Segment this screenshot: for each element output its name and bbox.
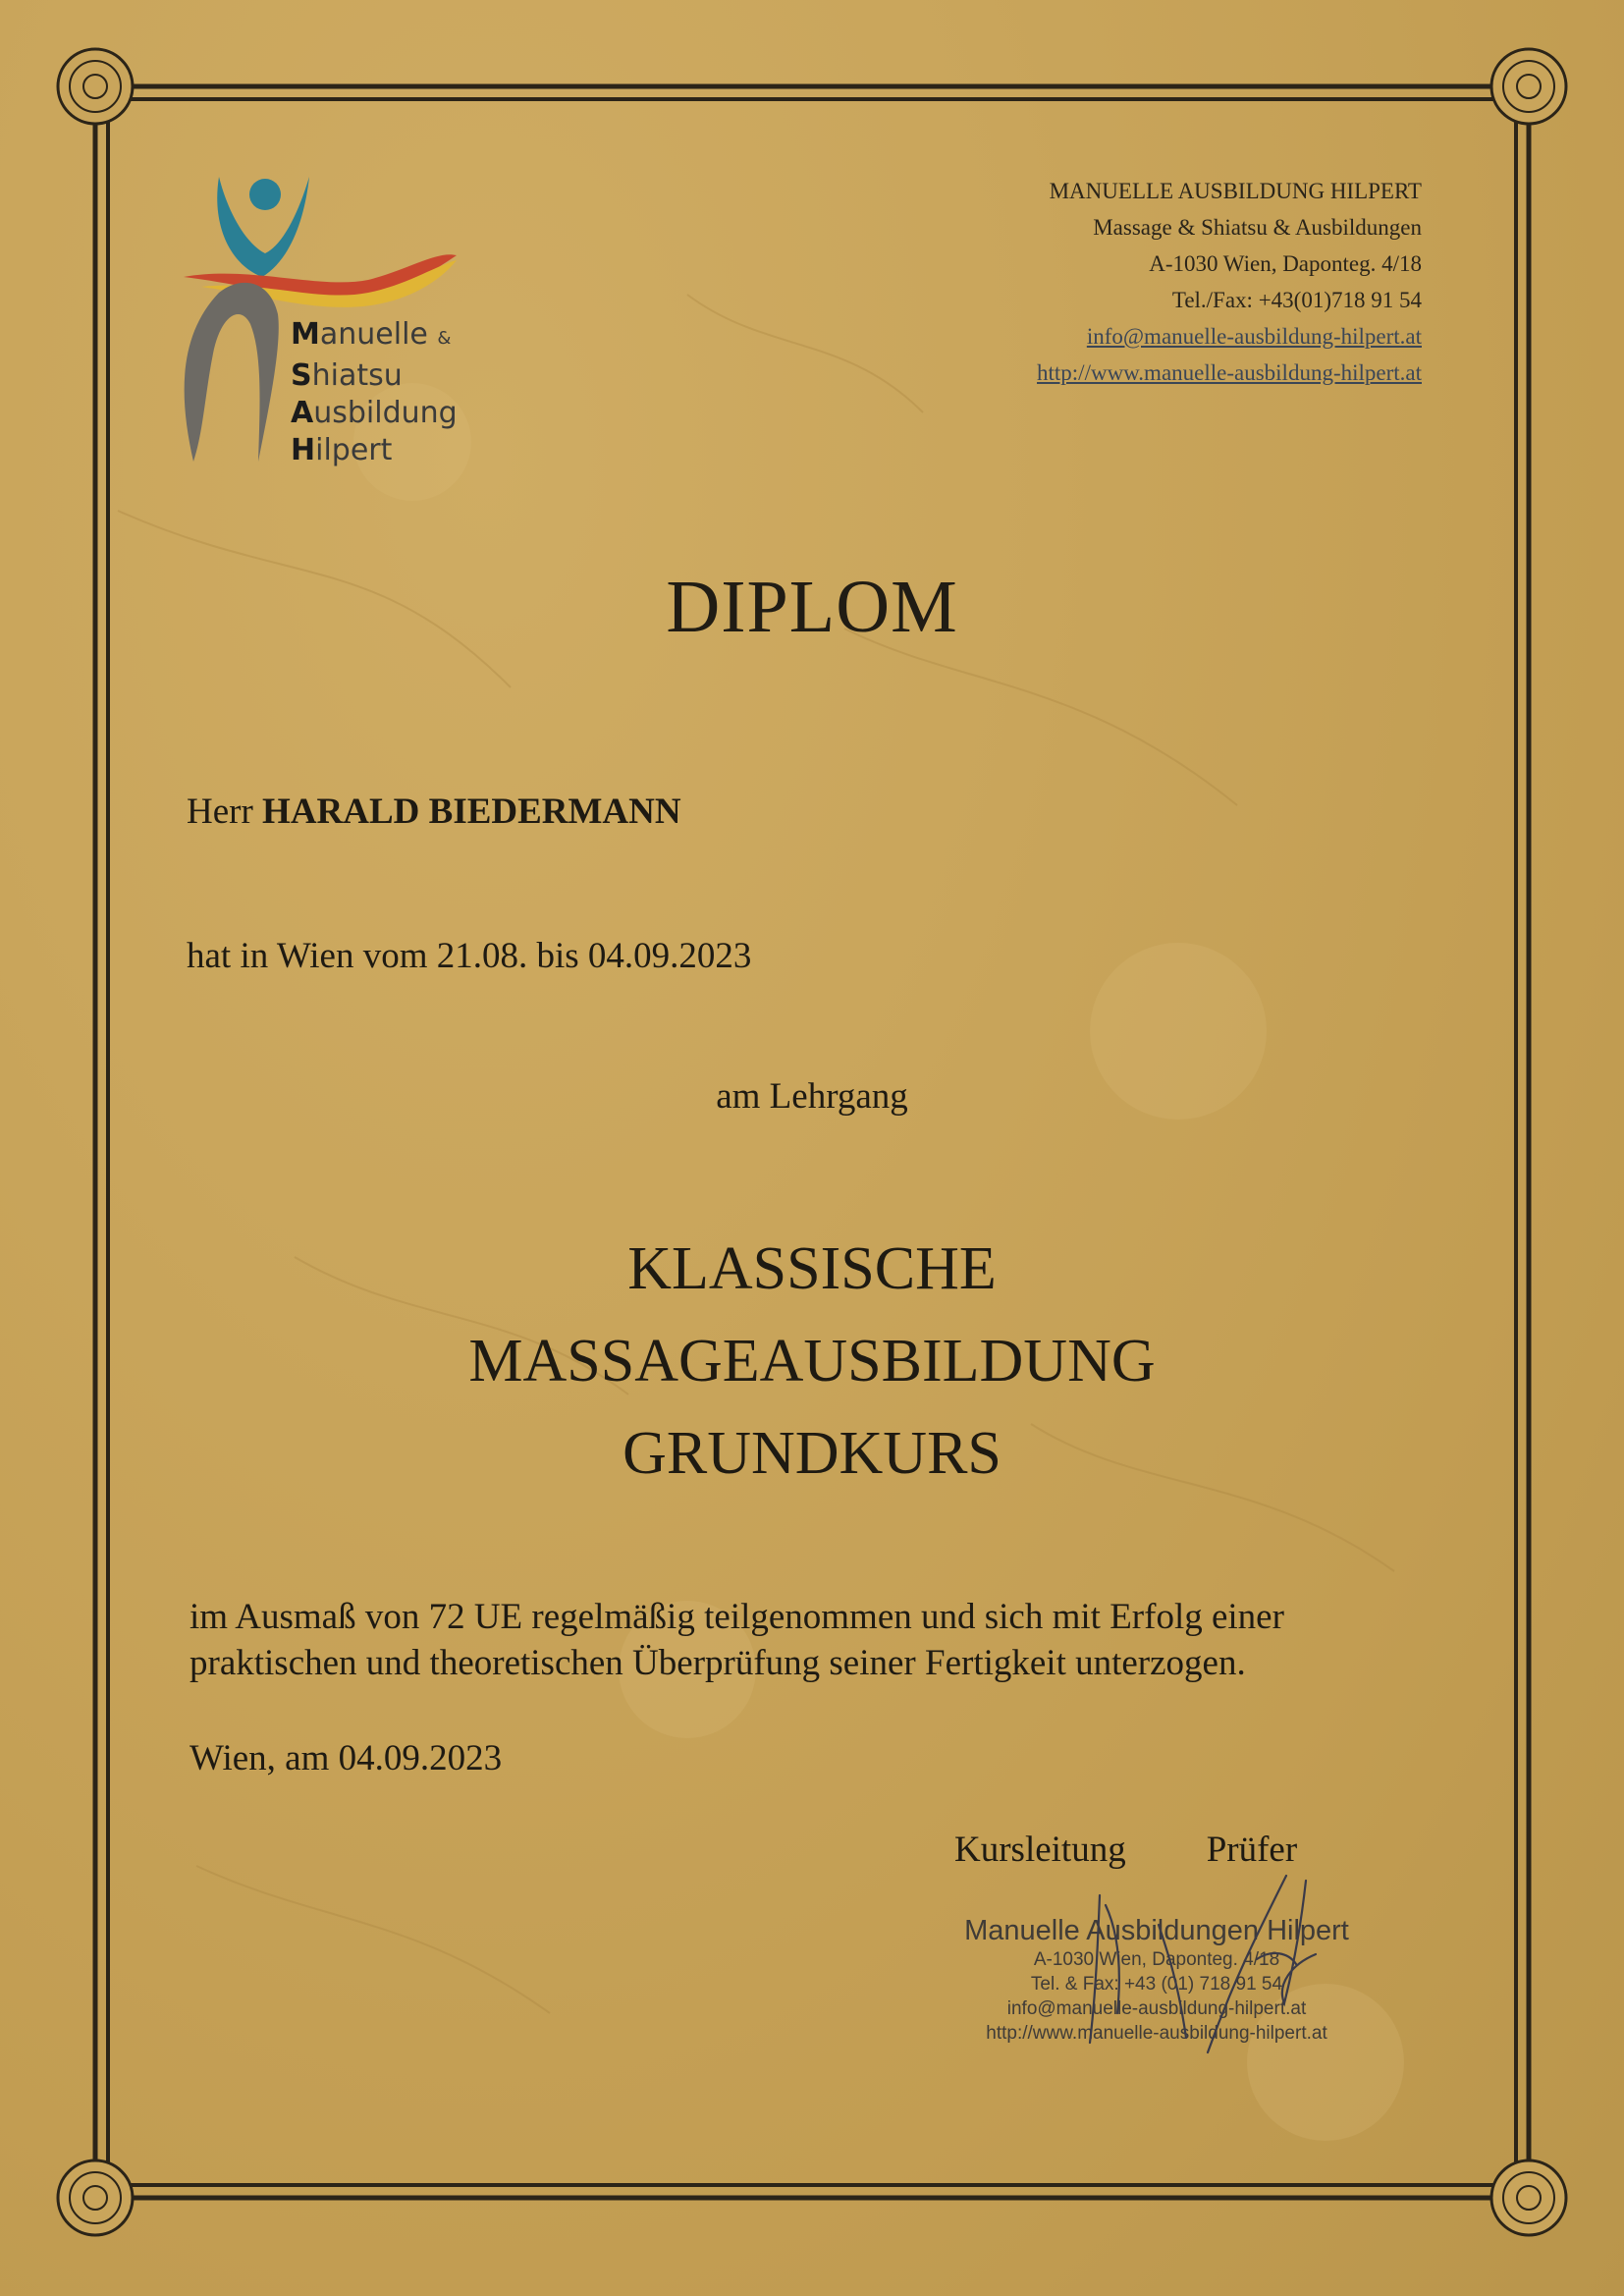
frame-corner-ornament [1491, 2160, 1566, 2235]
page-title: DIPLOM [666, 566, 958, 648]
course-name-line: KLASSISCHE [627, 1235, 997, 1302]
stamp-address: A-1030 Wien, Daponteg. 4/18 [1033, 1949, 1280, 1970]
course-name-line: GRUNDKURS [623, 1420, 1001, 1487]
logo-ampersand: & [437, 328, 452, 349]
logo-word: anuelle [319, 317, 428, 352]
email-link[interactable]: info@manuelle-ausbildung-hilpert.at [1086, 324, 1422, 349]
recipient-salutation: Herr [187, 792, 253, 832]
body-line: im Ausmaß von 72 UE regelmäßig teilgenommen und sich mit Erfolg einer [189, 1597, 1284, 1637]
body-line: praktischen und theoretischen Überprüfung seiner Fertigkeit unterzogen. [189, 1643, 1246, 1683]
signature-label-pruefer: Prüfer [1206, 1830, 1298, 1870]
recipient-line [187, 791, 681, 833]
stamp-name: Manuelle Ausbildungen Hilpert [964, 1915, 1349, 1946]
frame-corner-ornament [58, 2160, 133, 2235]
logo-initial: S [291, 358, 312, 393]
logo-word: usbildung [313, 396, 458, 430]
course-name-line: MASSAGEAUSBILDUNG [468, 1328, 1156, 1394]
signature-labels [954, 1829, 1297, 1871]
place-date: Wien, am 04.09.2023 [189, 1738, 503, 1778]
recipient-name: HARALD BIEDERMANN [262, 792, 681, 832]
period-text: hat in Wien vom 21.08. bis 04.09.2023 [187, 936, 752, 976]
logo-initial: A [291, 396, 314, 430]
stamp-email: info@manuelle-ausbildung-hilpert.at [1006, 1998, 1307, 2019]
logo-word: ilpert [315, 433, 393, 467]
frame-corner-ornament [1491, 49, 1566, 124]
logo-word: hiatsu [311, 358, 403, 393]
course-intro: am Lehrgang [716, 1076, 908, 1117]
website-link[interactable]: http://www.manuelle-ausbildung-hilpert.at [1037, 360, 1422, 385]
stamp-website: http://www.manuelle-ausbildung-hilpert.at [986, 2023, 1327, 2044]
body-paragraph [189, 1594, 1284, 1686]
header-contact-block [1037, 173, 1422, 391]
org-name: MANUELLE AUSBILDUNG HILPERT [1049, 179, 1422, 203]
org-subtitle: Massage & Shiatsu & Ausbildungen [1093, 215, 1422, 240]
org-phone: Tel./Fax: +43(01)718 91 54 [1171, 288, 1422, 312]
signature-label-kursleitung: Kursleitung [954, 1830, 1126, 1870]
logo-text [291, 316, 458, 469]
logo-initial: M [291, 317, 320, 352]
stamp-phone: Tel. & Fax: +43 (01) 718 91 54 [1030, 1974, 1283, 1995]
logo-initial: H [291, 433, 316, 467]
course-name [0, 1223, 1624, 1500]
signature-scribble [1060, 1866, 1375, 2062]
frame-corner-ornament [58, 49, 133, 124]
org-address: A-1030 Wien, Daponteg. 4/18 [1149, 251, 1422, 276]
